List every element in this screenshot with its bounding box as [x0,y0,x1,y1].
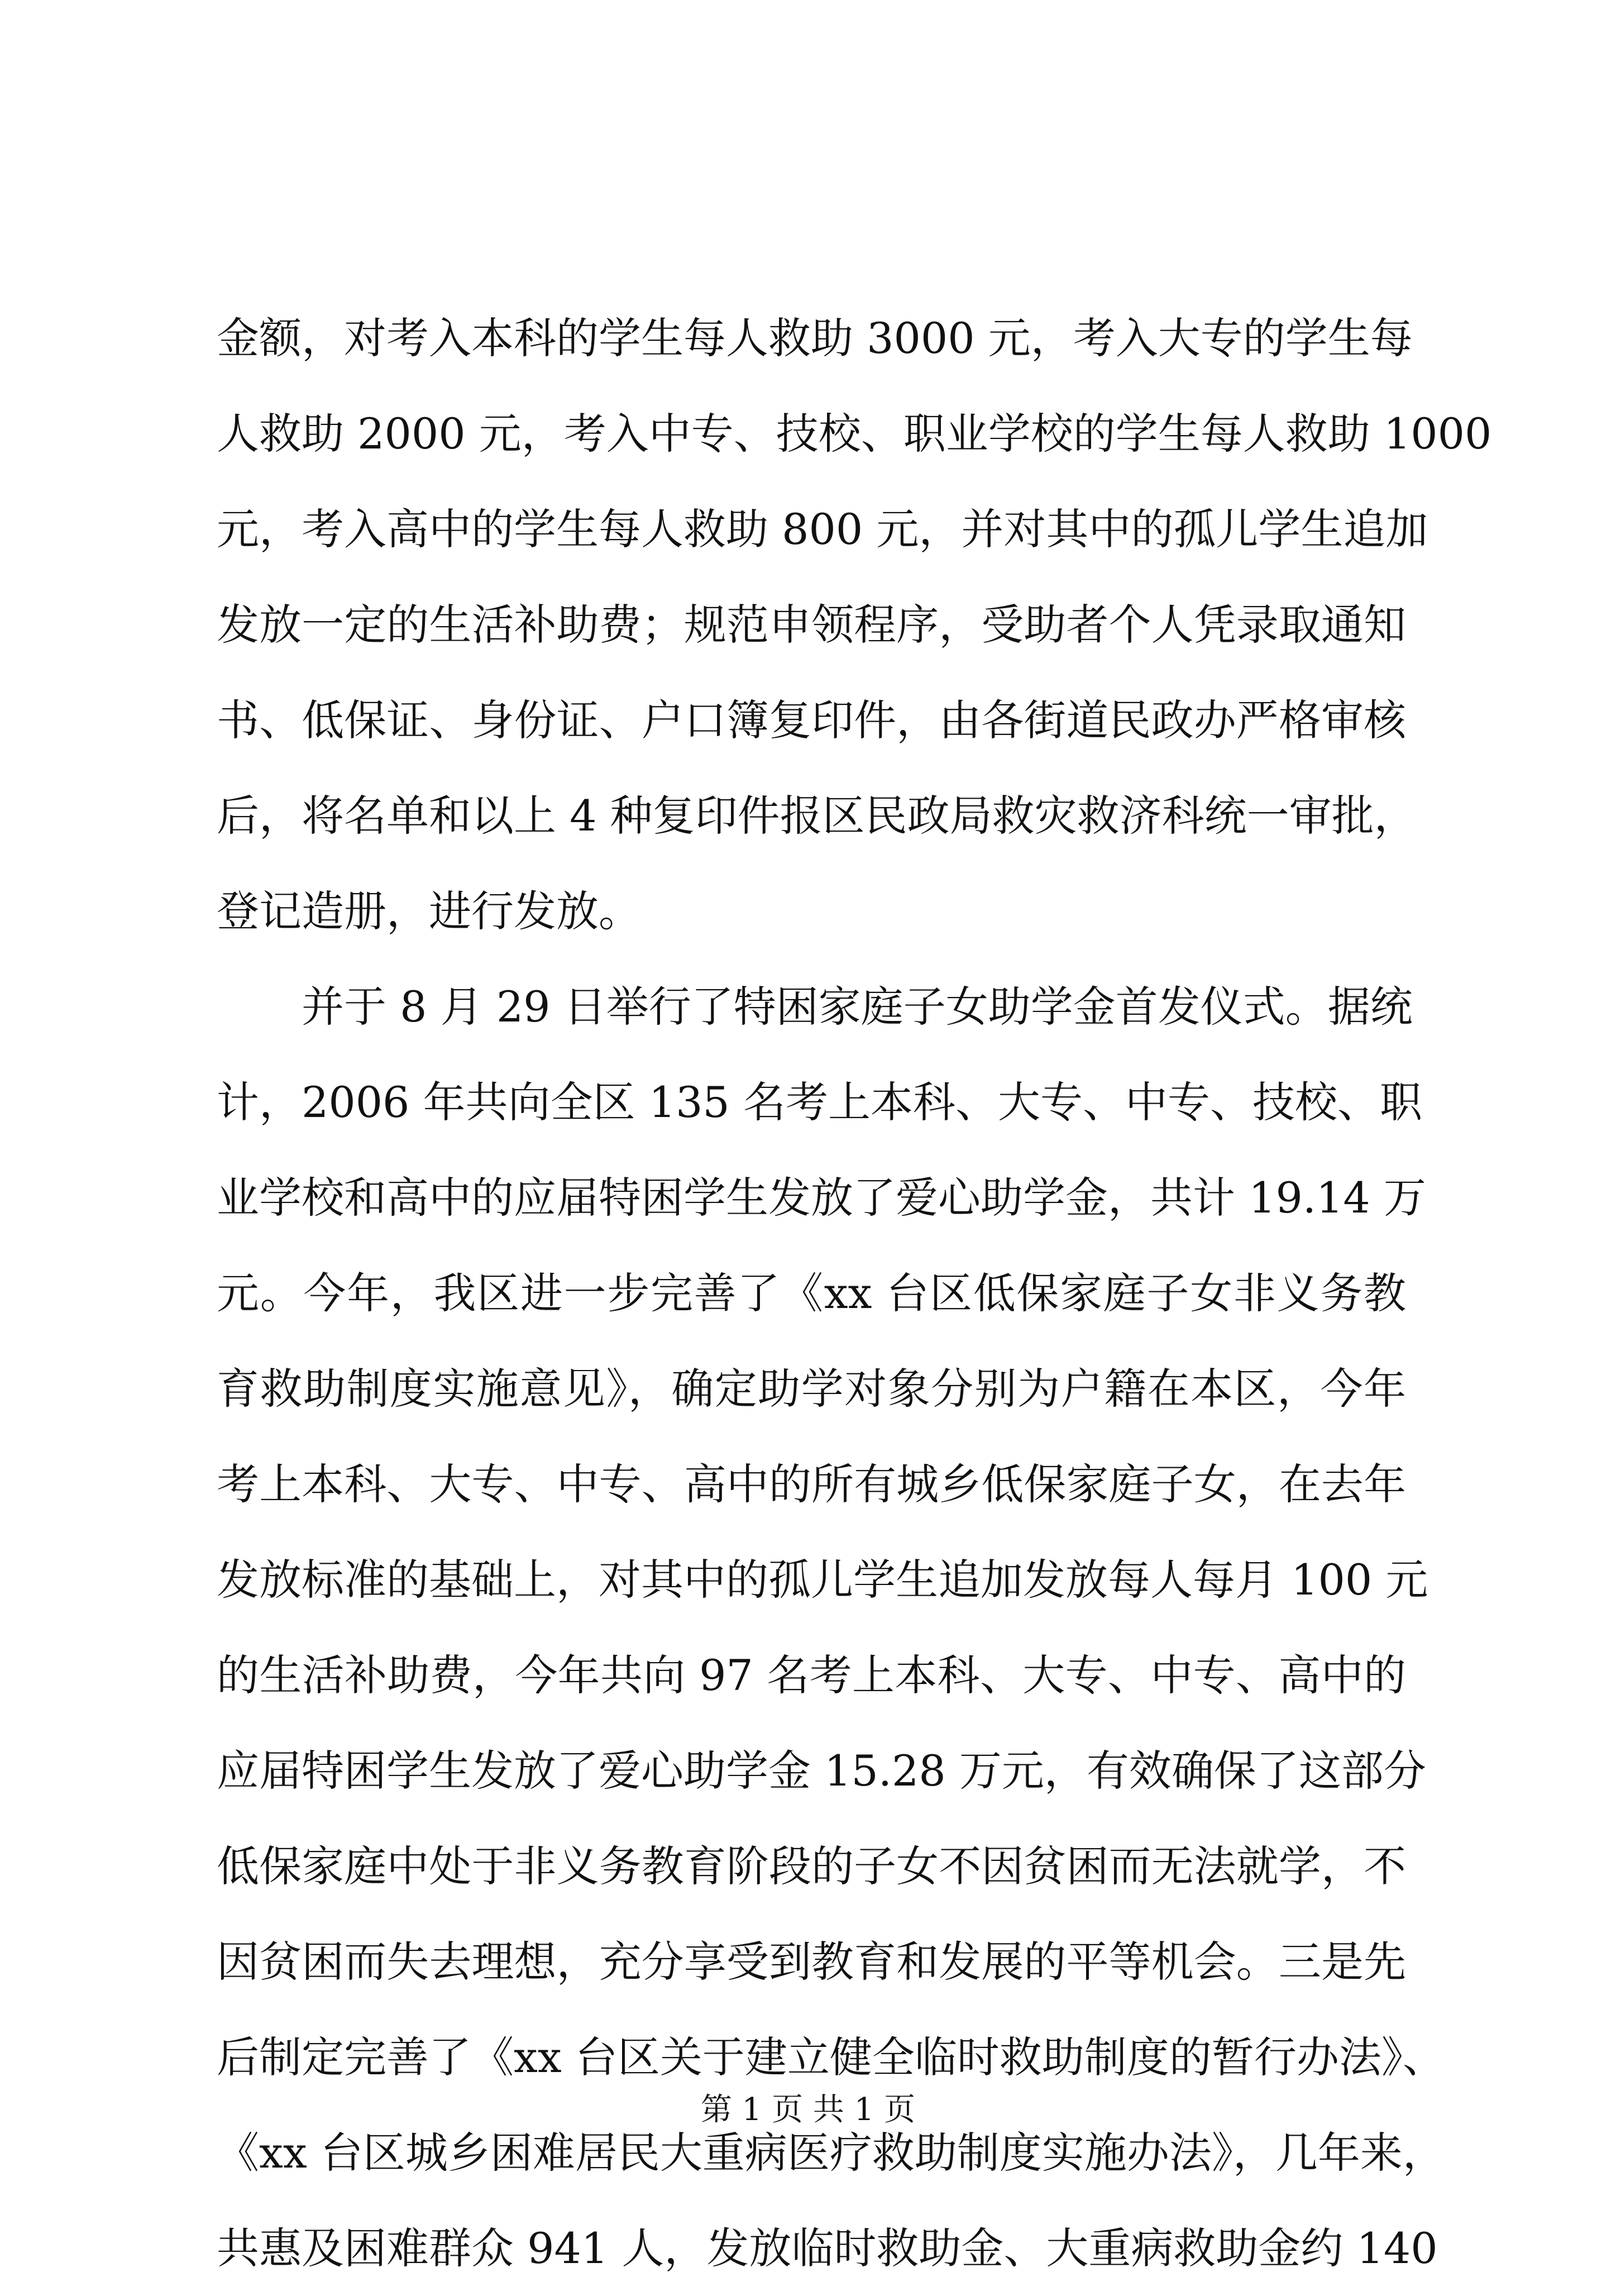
text-line: 应届特困学生发放了爱心助学金 15.28 万元，有效确保了这部分 [217,1746,1426,1796]
text-line: 的生活补助费，今年共向 97 名考上本科、大专、中专、高中的 [217,1650,1406,1700]
text-line: 低保家庭中处于非义务教育阶段的子女不因贫困而无法就学，不 [217,1841,1406,1891]
text-line: 登记造册，进行发放。 [217,886,641,936]
text-line: 人救助 2000 元，考入中专、技校、职业学校的学生每人救助 1000 [217,409,1492,459]
text-line: 发放一定的生活补助费；规范申领程序，受助者个人凭录取通知 [217,600,1406,650]
text-line: 因贫困而失去理想，充分享受到教育和发展的平等机会。三是先 [217,1937,1406,1987]
text-line: 后制定完善了《xx 台区关于建立健全临时救助制度的暂行办法》、 [217,2032,1445,2082]
text-line: 书、低保证、身份证、户口簿复印件，由各街道民政办严格审核 [217,695,1406,745]
text-line: 金额，对考入本科的学生每人救助 3000 元，考入大专的学生每 [217,313,1413,363]
document-body [217,290,1492,2296]
text-line: 育救助制度实施意见》，确定助学对象分别为户籍在本区，今年 [217,1364,1406,1414]
text-line: 并于 8 月 29 日举行了特困家庭子女助学金首发仪式。据统 [302,982,1413,1032]
page-number-footer: 第 1 页 共 1 页 [700,2092,916,2128]
text-line: 计，2006 年共向全区 135 名考上本科、大专、中专、技校、职 [217,1077,1422,1127]
text-line: 发放标准的基础上，对其中的孤儿学生追加发放每人每月 100 元 [217,1555,1428,1605]
text-line: 《xx 台区城乡困难居民大重病医疗救助制度实施办法》，几年来， [217,2128,1445,2178]
text-line: 共惠及困难群众 941 人，发放临时救助金、大重病救助金约 140 [217,2223,1438,2273]
text-line: 业学校和高中的应届特困学生发放了爱心助学金，共计 19.14 万 [217,1173,1426,1223]
text-line: 元。今年，我区进一步完善了《xx 台区低保家庭子女非义务教 [217,1268,1406,1318]
text-line: 后，将名单和以上 4 种复印件报区民政局救灾救济科统一审批， [217,791,1417,841]
text-line: 元，考入高中的学生每人救助 800 元，并对其中的孤儿学生追加 [217,504,1428,554]
text-line: 考上本科、大专、中专、高中的所有城乡低保家庭子女，在去年 [217,1459,1406,1509]
